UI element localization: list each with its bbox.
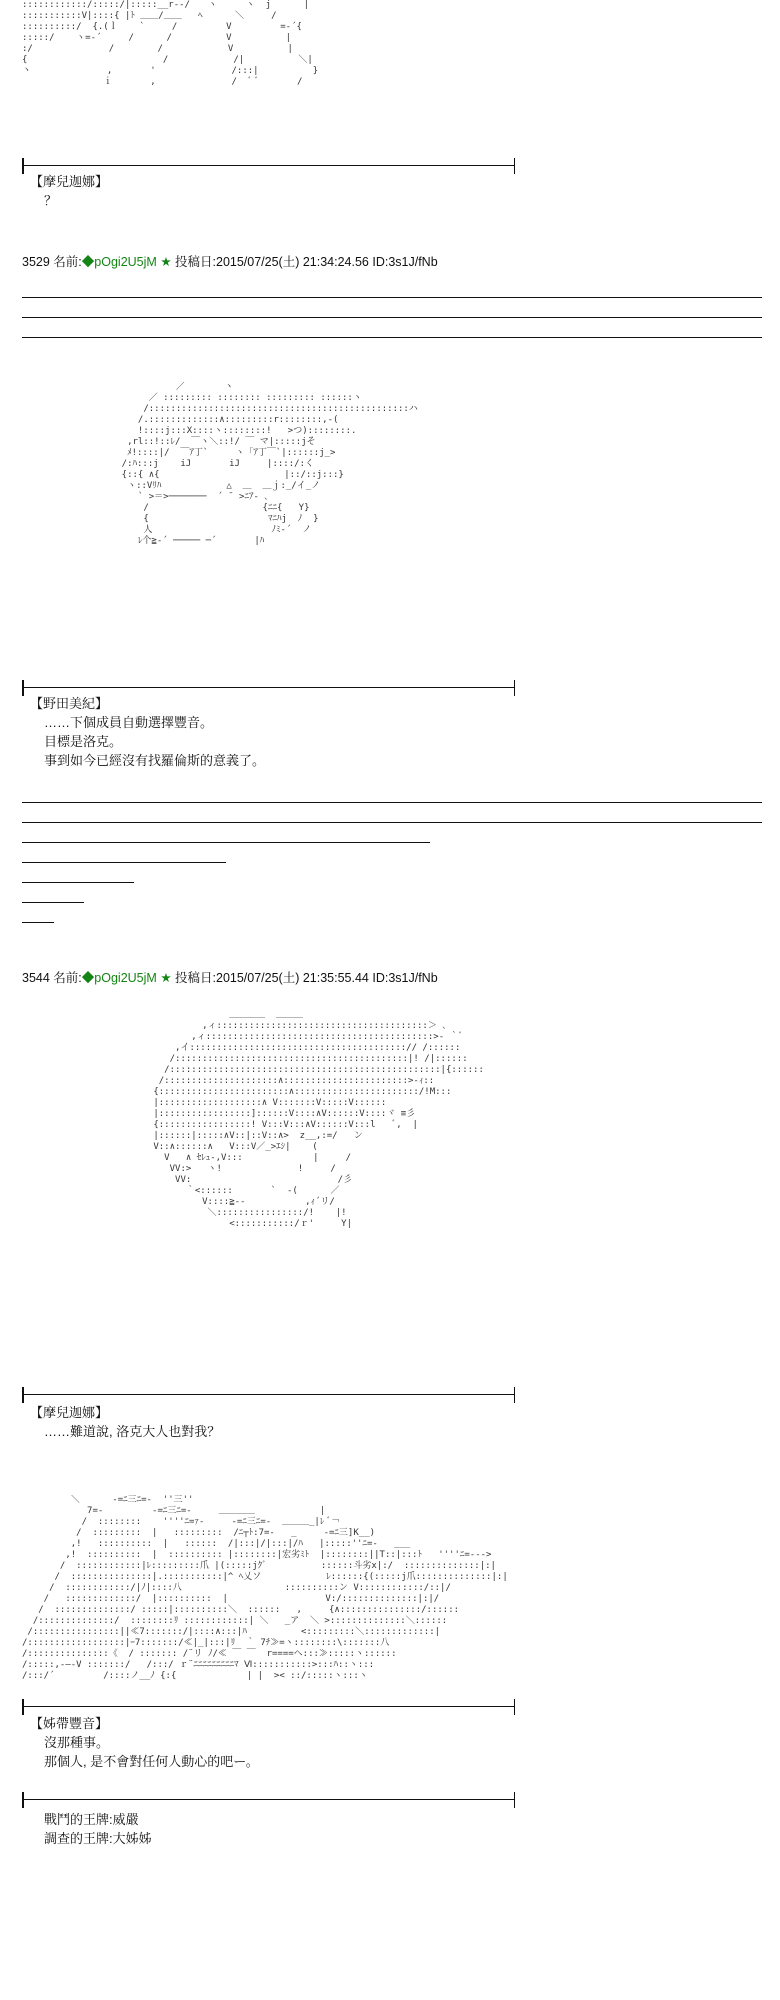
speaker-name: 【摩兒迦娜】: [30, 1405, 109, 1420]
post-name-label: 名前:: [53, 971, 82, 985]
star-icon: ★: [160, 971, 172, 985]
ascii-art-noda-miki: ／￣ ￣ヽ ／ ::::::::: :::::::: ::::::::: ::::::ヽ /::::::::::::::::::::::::::::::::::::::::::::::::ハ /.:::::::::::::∧:::::::::r::::::::,-( !::::j:::X::::ヽ::::::::! >つ)::::::::. ,rl::!::ﾚ/ ￣ヽ＼::!/ ￣ マ|:::::jそ ﾒ!::::|/ ￣ｱ丁` ヽ「ｱ丁￣`|::::::j_> /:ﾊ:::j iJ iJ |::::/:く {::{ ∧{ |::/::j:::} ヽ::Vﾘﾊ △ ＿ ＿ｊ:_/イ_ノ ` >＝>─────── ´ ̄ >ﾆｱ‐ ､ / {ﾆﾆ{ Y} { ﾏﾆﾊj ﾉ } 人 ﾉﾐ‐´ ノ ﾚ个≧-´ ───── ─´ |ﾊ: [121, 382, 418, 546]
dialogue-line: 目標是洛克。: [44, 734, 123, 749]
dialogue-morgana-2: [30, 1403, 220, 1441]
separator-line: [22, 687, 515, 688]
rule-step-4: [22, 862, 226, 863]
speaker-name: 【摩兒迦娜】: [30, 174, 109, 189]
speaker-name: 【姊帶豐音】: [30, 1716, 109, 1731]
long-rule-2: [22, 317, 762, 318]
dialogue-anetai-toyone: [30, 1714, 259, 1771]
separator-line: [22, 1394, 515, 1395]
ascii-art-morgana-top: ::::::::::::/:::::/|:::::__r‐-/￣￣ヽ￣ ￣ ヽ j | :::::::::::V|::::{ |ﾄ ＿＿/＿＿ ﾍ ＼ / ::::::::::/ {.(ｌ ` / V =-´{ :::::/ ヽ=-´ / / V | :/ / / V | { / /| ＼| 丶 , ' /:::| } ｉ , / ﾞ ﾞ /: [22, 0, 319, 87]
dialogue-line: ……難道說, 洛克大人也對我？: [44, 1424, 221, 1439]
separator-tick-left: [22, 680, 24, 696]
rule-step-3: [22, 842, 430, 843]
separator-line: [22, 165, 515, 166]
separator-tick-left: [22, 1699, 24, 1715]
post-header-3544: [22, 968, 438, 986]
rule-step-7: [22, 922, 54, 923]
post-number: 3544: [22, 971, 50, 985]
post-name-label: 名前:: [53, 255, 82, 269]
status-line: 戰鬥的王牌:威嚴: [44, 1812, 139, 1827]
status-line: 調查的王牌:大姊姊: [44, 1831, 152, 1846]
trip-diamond-icon: ◆: [81, 255, 95, 269]
dialogue-line: 沒那種事。: [44, 1735, 110, 1750]
separator-5: [22, 1790, 515, 1810]
dialogue-morgana-1: [30, 172, 108, 210]
speaker-name: 【野田美紀】: [30, 696, 109, 711]
long-rule-1: [22, 297, 762, 298]
post-header-3529: [22, 252, 438, 270]
rule-step-1: [22, 802, 762, 803]
separator-line: [22, 1706, 515, 1707]
dialogue-line: ？: [44, 193, 58, 208]
dialogue-noda-miki: [30, 694, 265, 770]
ascii-art-morgana-face: ＿＿＿＿ ＿＿＿ ,ィ:::::::::::::::::::::::::::::::::::::::＞ ､ ,ィ::::::::::::::::::::::::::::::::::::::::::>‐ ｀ﾞ ,イ::::::::::::::::::::::::::::::::::::::::// /:::::: /:::::::::::::::::::::::::::::::::::::::::::|! /|:::::: /::::::::::::::::::::::::::::::::::::::::::::::::::|{:::::: /:::::::::::::::::::::∧:::::::::::::::::::::::>‐ｨ:: {::::::::::::::::::::::::∧:::::::::::::::::::::::/!M::: |:::::::::::::::::::∧ V:::::::V:::::V:::::: |:::::::::::::::::]::::::V::::∧V::::::V::::ヾ ≡彡 {:::::::::::::::::! V:::V:::∧V::::::V:::l ﾞ, | |::::::|:::::∧V::|::V::∧> z__,:=/ ン V::∧::::::∧ V:::V／_>ｴｼ| ( V ∧ ｾﾚｭ-,V::: | / VV:> ヽ! ! / VV: /彡 ｀<:::::: ` -( ／ V::::≧-‐ ,ｨ´リ/ ＼::::::::::::::::/! |! <:::::::::::/ｒ' Y|: [153, 1010, 484, 1229]
rule-step-2: [22, 822, 762, 823]
star-icon: ★: [160, 255, 172, 269]
status-panel: [44, 1810, 152, 1848]
post-date: 投稿日:2015/07/25(土) 21:35:55.44 ID:3s1J/fNb: [175, 971, 438, 985]
separator-tick-right: [514, 1699, 516, 1715]
separator-tick-right: [514, 158, 516, 174]
dialogue-line: ……下個成員自動選擇豐音。: [44, 715, 214, 730]
ascii-art-anetai-toyone: ＼ -=ﾆ三ﾆ=- ''三'' 7=- -=ﾆ三ﾆ=- ＿＿＿＿ | / :::::::: ''''ﾆ=ｧ- -=ﾆ三ﾆ=- ＿＿＿_|ﾚ ﾞ￢ / ::::::::: | ::::::::: /ﾆ┬ﾄ:7=- _ -=ﾆ三]K__) ,! :::::::::: | :::::: /|:::|/|:::|/ﾊ |:::::''ﾆ=- ___ ,! :::::::::: | :::::::::: |::::::::|宏劣ﾐﾄ |::::::::||T::|:::ﾄ ''''ﾆ=---> / ::::::::::::|ﾚ:::::::::爪 |(:::::jｸﾞ ::::::斗劣x|:/ ::::::::::::::|:| / :::::::::::::::|.:::::::::::|^ ﾍ乂ソ ﾚ::::::{(:::::j爪::::::::::::::|:| / ::::::::::::/|ﾉ|::::八 ::::::::::ン V::::::::::::/::|/ / :::::::::::::/ |:::::::::: | V:/::::::::::::::|:|/ / ::::::::::::::/ :::::|::::::::::＼ :::::: , {∧:::::::::::::::/:::::: /::::::::::::::/ ::::::::ﾘ ::::::::::::| ＼ _ア ＼ >::::::::::::::＼:::::: /::::::::::::::::||≪7:::::::/|::::∧:::|ﾊ <:::::::::＼:::::::::::::| /::::::::::::::::::|ｰ7:::::::/≪|_|:::|ﾘ ｀ 7ﾁ≫=ヽ::::::::\:::::::八 /:::::::::::::::《 / ::::::: /¨リ ﾉ/≪ ￣ ￣ r====ヘ:::≫:::::ヽ:::::: /:::::,-―-V :::::::/ /:::/ ｒ¨ﾆﾆﾆﾆﾆﾆﾆﾆﾆﾏ Ⅵ:::::::::::>:::ﾊ::ヽ::: /:::/´ /::::ノ__ﾉ {:{ | | >< ::/:::::ヽ:::ヽ: [22, 1495, 508, 1681]
separator-tick-right: [514, 1387, 516, 1403]
trip-diamond-icon: ◆: [81, 971, 95, 985]
dialogue-line: 事到如今已經沒有找羅倫斯的意義了。: [44, 753, 266, 768]
separator-tick-right: [514, 680, 516, 696]
separator-tick-right: [514, 1792, 516, 1808]
post-trip-link[interactable]: pOgi2U5jM: [94, 255, 157, 269]
separator-tick-left: [22, 1792, 24, 1808]
long-rule-3: [22, 337, 762, 338]
separator-3: [22, 1385, 515, 1405]
post-date: 投稿日:2015/07/25(土) 21:34:24.56 ID:3s1J/fNb: [175, 255, 438, 269]
post-trip-link[interactable]: pOgi2U5jM: [94, 971, 157, 985]
post-number: 3529: [22, 255, 50, 269]
rule-step-6: [22, 902, 84, 903]
separator-line: [22, 1799, 515, 1800]
separator-tick-left: [22, 158, 24, 174]
dialogue-line: 那個人, 是不會對任何人動心的吧ー。: [44, 1754, 259, 1769]
rule-step-5: [22, 882, 134, 883]
separator-tick-left: [22, 1387, 24, 1403]
